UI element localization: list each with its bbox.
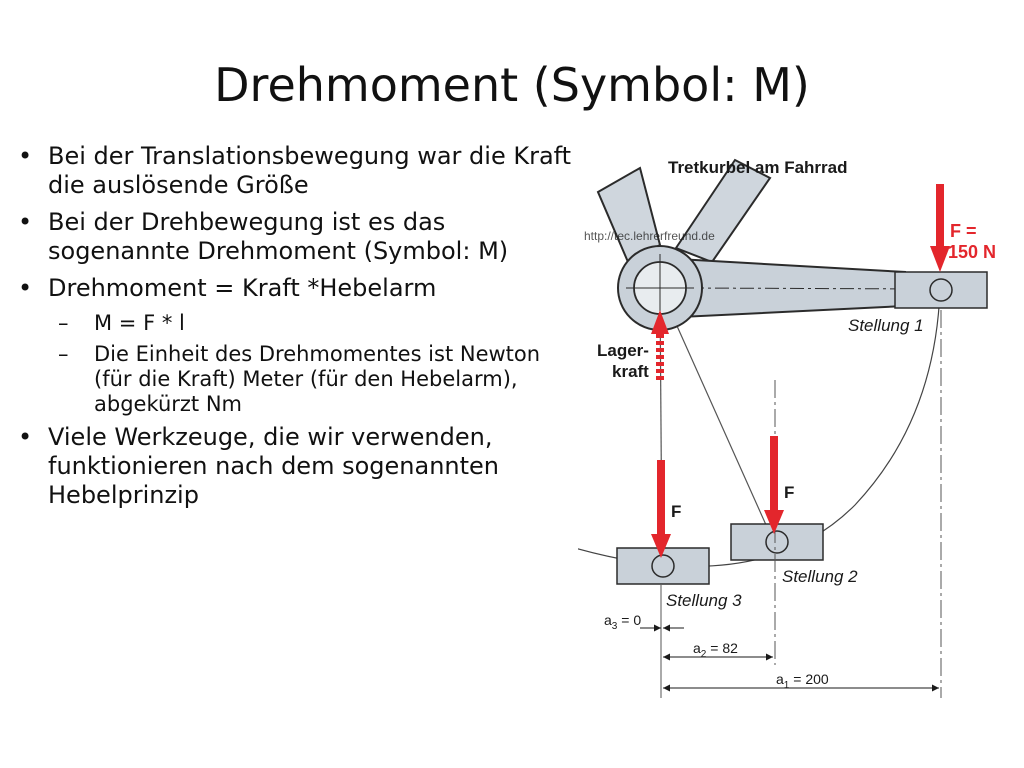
subbullet-unit: – Die Einheit des Drehmomentes ist Newton (für die Kraft) Meter (für den Hebelarm), abgekürzt Nm — [18, 342, 573, 417]
pedal-position-1 — [895, 272, 987, 308]
bullet-list — [18, 142, 573, 518]
position-2-label: Stellung 2 — [782, 567, 858, 586]
pedal-position-2 — [731, 524, 823, 560]
bullet-rotation: • Bei der Drehbewegung ist es das sogenannte Drehmoment (Symbol: M) — [18, 208, 573, 266]
bullet-formula: • Drehmoment = Kraft *Hebelarm — [18, 274, 573, 303]
crank-diagram — [578, 145, 1018, 705]
bullet-tools: • Viele Werkzeuge, die wir verwenden, funktionieren nach dem sogenannten Hebelprinzip — [18, 423, 573, 510]
force-arrow-position-2 — [764, 436, 784, 534]
reference-lines — [661, 310, 941, 698]
dimension-a3-label: $a_3 = 0$ — [604, 612, 642, 632]
bearing-force-label-line1: Lager- — [597, 341, 649, 360]
subbullet-equation: – M = F * l — [18, 311, 573, 336]
dimension-a1-label: $a_1 = 200$ — [776, 671, 829, 691]
force-label-position-2: F — [784, 483, 795, 502]
dimension-a2-label: $a_2 = 82$ — [693, 640, 738, 660]
bullet-translation: • Bei der Translationsbewegung war die Kraft die auslösende Größe — [18, 142, 573, 200]
pedal-position-3 — [617, 548, 709, 584]
watermark-text: http://tec.lehrerfreund.de — [584, 229, 715, 243]
force-top-label-line1: F = — [950, 221, 977, 241]
diagram-title: Tretkurbel am Fahrrad — [668, 158, 848, 177]
position-3-label: Stellung 3 — [666, 591, 742, 610]
force-label-position-3: F — [671, 502, 682, 521]
force-arrow-top — [930, 184, 950, 272]
position-1-label: Stellung 1 — [848, 316, 924, 335]
slide-title: Drehmoment (Symbol: M) — [214, 58, 810, 112]
force-arrow-position-3 — [651, 460, 671, 558]
bearing-force-label-line2: kraft — [612, 362, 649, 381]
force-top-label-line2: 150 N — [948, 242, 997, 262]
